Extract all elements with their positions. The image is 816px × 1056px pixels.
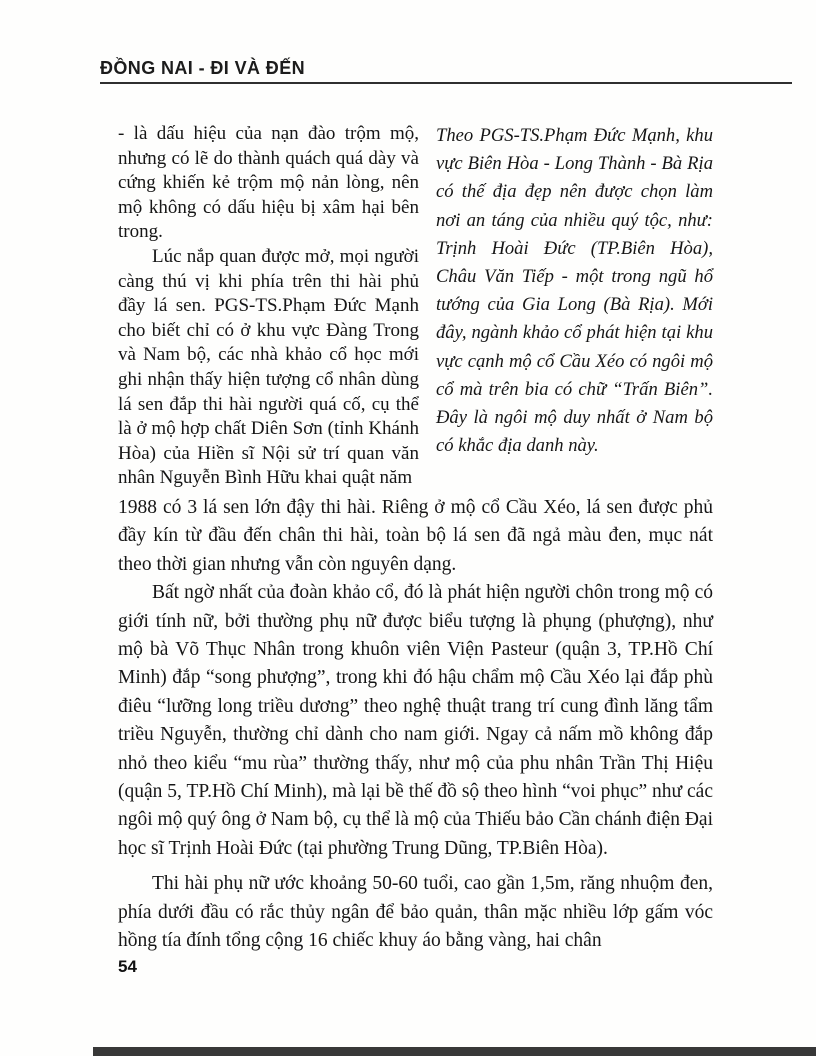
paragraph-body-3: Thi hài phụ nữ ước khoảng 50-60 tuổi, cao gần 1,5m, răng nhuộm đen, phía dưới đầu có rắc thủy ngân để bảo quản, thân mặc nhiều lớp gấm vóc hồng tía đính tổng cộng 16 chiếc khuy áo bằng vàng, hai chân (118, 873, 713, 951)
page-content (118, 122, 713, 955)
column-right-sidebar-note (436, 122, 713, 460)
running-head-title: ĐỒNG NAI - ĐI VÀ ĐẾN (100, 58, 306, 78)
two-column-section (118, 122, 713, 491)
paragraph-body-1: 1988 có 3 lá sen lớn đậy thi hài. Riêng ở mộ cổ Cầu Xéo, lá sen được phủ đầy kín từ đầu đến chân thi hài, toàn bộ lá sen đã ngả màu đen, mục nát theo thời gian nhưng vẫn còn nguyên dạng. (118, 496, 713, 575)
paragraph-sidebar-note: Theo PGS-TS.Phạm Đức Mạnh, khu vực Biên Hòa - Long Thành - Bà Rịa có thế địa đẹp nên được chọn làm nơi an táng của nhiều quý tộc, như: Trịnh Hoài Đức (TP.Biên Hòa), Châu Văn Tiếp - một trong ngũ hổ tướng của Gia Long (Bà Rịa). Mới đây, ngành khảo cổ phát hiện tại khu vực cạnh mộ cổ Cầu Xéo có ngôi mộ cổ mà trên bia có chữ “Trấn Biên”. Đây là ngôi mộ duy nhất ở Nam bộ có khắc địa danh này. (436, 125, 713, 457)
header-rule (100, 82, 792, 84)
page-header (100, 58, 792, 84)
scan-edge-shadow (93, 1047, 816, 1056)
paragraph-body-2: Bất ngờ nhất của đoàn khảo cổ, đó là phát hiện người chôn trong mộ có giới tính nữ, bởi thường phụ nữ được biểu tượng là phụng (phượng), như mộ bà Võ Thục Nhân trong khuôn viên Viện Pasteur (quận 3, TP.Hồ Chí Minh) đắp “song phượng”, trong khi đó hậu chẩm mộ Cầu Xéo lại đắp phù điêu “lưỡng long triều dương” theo nghệ thuật trang trí cung đình lăng tẩm triều Nguyễn, thường chỉ dành cho nam giới. Ngay cả nấm mồ không đắp nhỏ theo kiểu “mu rùa” thường thấy, như mộ của phu nhân Trần Thị Hiệu (quận 5, TP.Hồ Chí Minh), mà lại bề thế đồ sộ theo hình “voi phục” như các ngôi mộ quý ông ở Nam bộ, cụ thể là mộ của Thiếu bảo Cần chánh điện Đại học sĩ Trịnh Hoài Đức (tại phường Trung Dũng, TP.Biên Hòa). (118, 582, 713, 859)
paragraph-left-1: - là dấu hiệu của nạn đào trộm mộ, nhưng có lẽ do thành quách quá dày và cứng khiến kẻ trộm mộ nản lòng, nên mộ không có dấu hiệu bị xâm hại bên trong. (118, 123, 419, 243)
column-left (118, 122, 419, 491)
paragraph-left-2: Lúc nắp quan được mở, mọi người càng thú vị khi phía trên thi hài phủ đầy lá sen. PGS-TS.Phạm Đức Mạnh cho biết chỉ có ở khu vực Đàng Trong và Nam bộ, các nhà khảo cổ học mới ghi nhận thấy hiện tượng cổ nhân dùng lá sen đắp thi hài người quá cố, cụ thể là ở mộ hợp chất Diên Sơn (tỉnh Khánh Hòa) của Hiền sĩ Nội sử trí quan văn nhân Nguyễn Bình Hữu khai quật năm (118, 245, 419, 489)
full-width-text (118, 494, 713, 956)
page-number: 54 (118, 957, 137, 976)
